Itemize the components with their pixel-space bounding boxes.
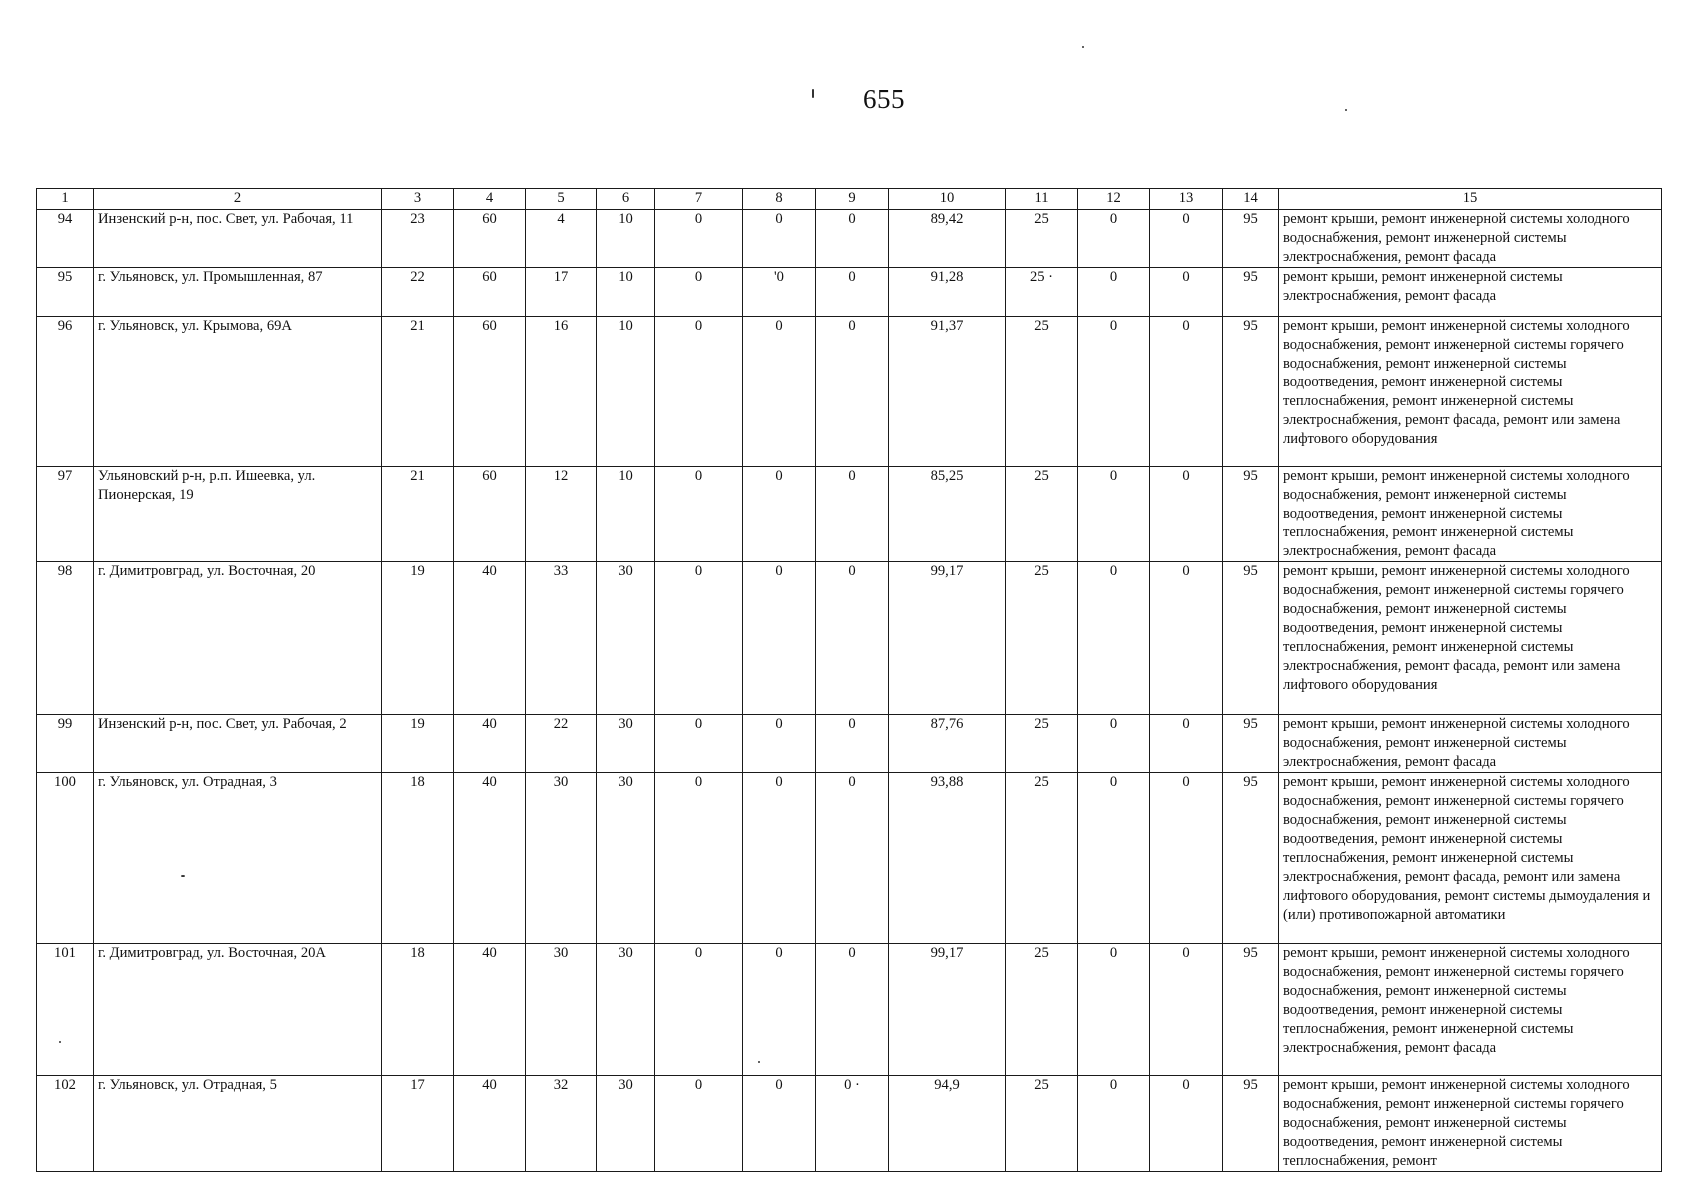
cell-col-8: 0 (743, 944, 816, 1076)
cell-col-13: 0 (1150, 562, 1223, 715)
column-header: 15 (1279, 189, 1662, 210)
cell-col-7: 0 (655, 466, 743, 562)
cell-col-5: 17 (526, 267, 597, 316)
cell-col-7: 0 (655, 715, 743, 773)
cell-col-3: 19 (382, 562, 454, 715)
row-works: ремонт крыши, ремонт инженерной системы холодного водоснабжения, ремонт инженерной системы горячего водоснабжения, ремонт инженерной системы водоотведения, ремонт инженерной системы теплоснабжения, ремонт (1279, 1076, 1662, 1172)
cell-col-6: 10 (597, 316, 655, 466)
cell-col-7: 0 (655, 1076, 743, 1172)
cell-col-10: 89,42 (889, 210, 1006, 268)
scan-speck (1082, 46, 1084, 48)
cell-col-3: 19 (382, 715, 454, 773)
cell-col-11: 25 (1006, 715, 1078, 773)
cell-col-10: 99,17 (889, 944, 1006, 1076)
row-address: Инзенский р-н, пос. Свет, ул. Рабочая, 2 (94, 715, 382, 773)
cell-col-11: 25 (1006, 773, 1078, 944)
cell-col-8: 0 (743, 316, 816, 466)
cell-col-7: 0 (655, 562, 743, 715)
scan-speck (1345, 109, 1347, 111)
column-header: 9 (816, 189, 889, 210)
row-works: ремонт крыши, ремонт инженерной системы холодного водоснабжения, ремонт инженерной системы горячего водоснабжения, ремонт инженерной системы водоотведения, ремонт инженерной системы теплоснабжения, ремонт инженерной системы электроснабжения, ремонт фасада (1279, 944, 1662, 1076)
cell-col-3: 21 (382, 466, 454, 562)
row-number: 100 (37, 773, 94, 944)
column-header: 3 (382, 189, 454, 210)
row-address: Ульяновский р-н, р.п. Ишеевка, ул. Пионерская, 19 (94, 466, 382, 562)
cell-col-7: 0 (655, 316, 743, 466)
cell-col-13: 0 (1150, 715, 1223, 773)
cell-col-3: 21 (382, 316, 454, 466)
cell-col-14: 95 (1223, 562, 1279, 715)
cell-col-11: 25 (1006, 466, 1078, 562)
cell-col-12: 0 (1078, 715, 1150, 773)
cell-col-13: 0 (1150, 1076, 1223, 1172)
cell-col-4: 40 (454, 562, 526, 715)
row-works: ремонт крыши, ремонт инженерной системы холодного водоснабжения, ремонт инженерной системы электроснабжения, ремонт фасада (1279, 715, 1662, 773)
column-header: 10 (889, 189, 1006, 210)
cell-col-4: 40 (454, 1076, 526, 1172)
column-header: 7 (655, 189, 743, 210)
cell-col-4: 60 (454, 210, 526, 268)
column-header: 12 (1078, 189, 1150, 210)
cell-col-8: '0 (743, 267, 816, 316)
cell-col-6: 30 (597, 562, 655, 715)
row-address: г. Ульяновск, ул. Отрадная, 3 (94, 773, 382, 944)
row-works: ремонт крыши, ремонт инженерной системы холодного водоснабжения, ремонт инженерной системы горячего водоснабжения, ремонт инженерной системы водоотведения, ремонт инженерной системы теплоснабжения, ремонт инженерной системы электроснабжения, ремонт фасада, ремонт или замена лифтового оборудования, ремонт системы дымоудаления и (или) противопожарной автоматики (1279, 773, 1662, 944)
cell-col-12: 0 (1078, 562, 1150, 715)
cell-col-5: 30 (526, 944, 597, 1076)
cell-col-11: 25 (1006, 210, 1078, 268)
cell-col-9: 0 (816, 773, 889, 944)
cell-col-3: 22 (382, 267, 454, 316)
row-works: ремонт крыши, ремонт инженерной системы холодного водоснабжения, ремонт инженерной системы горячего водоснабжения, ремонт инженерной системы водоотведения, ремонт инженерной системы теплоснабжения, ремонт инженерной системы электроснабжения, ремонт фасада, ремонт или замена лифтового оборудования (1279, 316, 1662, 466)
cell-col-14: 95 (1223, 944, 1279, 1076)
table-body (37, 210, 1662, 1172)
cell-col-4: 40 (454, 944, 526, 1076)
cell-col-4: 40 (454, 773, 526, 944)
cell-col-14: 95 (1223, 316, 1279, 466)
row-number: 95 (37, 267, 94, 316)
cell-col-6: 30 (597, 1076, 655, 1172)
cell-col-9: 0 (816, 944, 889, 1076)
cell-col-9: 0 (816, 316, 889, 466)
cell-col-5: 32 (526, 1076, 597, 1172)
cell-col-3: 17 (382, 1076, 454, 1172)
cell-col-14: 95 (1223, 210, 1279, 268)
register-table (36, 188, 1662, 1172)
cell-col-14: 95 (1223, 715, 1279, 773)
row-works: ремонт крыши, ремонт инженерной системы электроснабжения, ремонт фасада (1279, 267, 1662, 316)
cell-col-10: 94,9 (889, 1076, 1006, 1172)
cell-col-5: 22 (526, 715, 597, 773)
column-header: 1 (37, 189, 94, 210)
cell-col-4: 60 (454, 316, 526, 466)
cell-col-5: 12 (526, 466, 597, 562)
cell-col-8: 0 (743, 773, 816, 944)
column-header: 2 (94, 189, 382, 210)
cell-col-4: 60 (454, 466, 526, 562)
cell-col-13: 0 (1150, 267, 1223, 316)
table-row (37, 316, 1662, 466)
cell-col-13: 0 (1150, 773, 1223, 944)
row-number: 102 (37, 1076, 94, 1172)
row-address: г. Ульяновск, ул. Отрадная, 5 (94, 1076, 382, 1172)
row-address: Инзенский р-н, пос. Свет, ул. Рабочая, 11 (94, 210, 382, 268)
cell-col-7: 0 (655, 267, 743, 316)
table-row (37, 773, 1662, 944)
table-row (37, 1076, 1662, 1172)
cell-col-12: 0 (1078, 773, 1150, 944)
cell-col-14: 95 (1223, 267, 1279, 316)
row-address: г. Ульяновск, ул. Крымова, 69А (94, 316, 382, 466)
cell-col-7: 0 (655, 773, 743, 944)
cell-col-14: 95 (1223, 1076, 1279, 1172)
cell-col-13: 0 (1150, 210, 1223, 268)
cell-col-12: 0 (1078, 267, 1150, 316)
row-works: ремонт крыши, ремонт инженерной системы холодного водоснабжения, ремонт инженерной системы электроснабжения, ремонт фасада (1279, 210, 1662, 268)
cell-col-6: 30 (597, 944, 655, 1076)
table-row (37, 267, 1662, 316)
table-row (37, 466, 1662, 562)
cell-col-8: 0 (743, 715, 816, 773)
cell-col-11: 25 (1006, 562, 1078, 715)
cell-col-10: 99,17 (889, 562, 1006, 715)
cell-col-4: 40 (454, 715, 526, 773)
cell-col-9: 0 (816, 466, 889, 562)
table-row (37, 944, 1662, 1076)
column-header: 14 (1223, 189, 1279, 210)
cell-col-8: 0 (743, 466, 816, 562)
cell-col-11: 25 (1006, 944, 1078, 1076)
column-header: 4 (454, 189, 526, 210)
table-row (37, 562, 1662, 715)
cell-col-5: 16 (526, 316, 597, 466)
cell-col-12: 0 (1078, 316, 1150, 466)
cell-col-6: 10 (597, 210, 655, 268)
column-header: 8 (743, 189, 816, 210)
cell-col-12: 0 (1078, 210, 1150, 268)
column-header: 11 (1006, 189, 1078, 210)
row-number: 96 (37, 316, 94, 466)
row-address: г. Димитровград, ул. Восточная, 20А (94, 944, 382, 1076)
cell-col-8: 0 (743, 1076, 816, 1172)
cell-col-10: 85,25 (889, 466, 1006, 562)
row-number: 98 (37, 562, 94, 715)
cell-col-11: 25 · (1006, 267, 1078, 316)
cell-col-12: 0 (1078, 466, 1150, 562)
cell-col-5: 33 (526, 562, 597, 715)
row-number: 94 (37, 210, 94, 268)
row-number: 99 (37, 715, 94, 773)
cell-col-9: 0 (816, 562, 889, 715)
cell-col-14: 95 (1223, 466, 1279, 562)
row-address: г. Димитровград, ул. Восточная, 20 (94, 562, 382, 715)
row-address: г. Ульяновск, ул. Промышленная, 87 (94, 267, 382, 316)
scan-speck (812, 89, 814, 98)
cell-col-6: 30 (597, 773, 655, 944)
cell-col-12: 0 (1078, 944, 1150, 1076)
cell-col-10: 87,76 (889, 715, 1006, 773)
table-row (37, 715, 1662, 773)
cell-col-6: 30 (597, 715, 655, 773)
cell-col-6: 10 (597, 466, 655, 562)
cell-col-3: 18 (382, 773, 454, 944)
cell-col-13: 0 (1150, 944, 1223, 1076)
cell-col-4: 60 (454, 267, 526, 316)
page-number: 655 (863, 84, 905, 114)
row-works: ремонт крыши, ремонт инженерной системы холодного водоснабжения, ремонт инженерной системы горячего водоснабжения, ремонт инженерной системы водоотведения, ремонт инженерной системы теплоснабжения, ремонт инженерной системы электроснабжения, ремонт фасада, ремонт или замена лифтового оборудования (1279, 562, 1662, 715)
cell-col-3: 23 (382, 210, 454, 268)
cell-col-13: 0 (1150, 316, 1223, 466)
cell-col-10: 93,88 (889, 773, 1006, 944)
row-works: ремонт крыши, ремонт инженерной системы холодного водоснабжения, ремонт инженерной системы водоотведения, ремонт инженерной системы теплоснабжения, ремонт инженерной системы электроснабжения, ремонт фасада (1279, 466, 1662, 562)
row-number: 101 (37, 944, 94, 1076)
table-row (37, 210, 1662, 268)
cell-col-3: 18 (382, 944, 454, 1076)
cell-col-14: 95 (1223, 773, 1279, 944)
cell-col-10: 91,37 (889, 316, 1006, 466)
column-header: 13 (1150, 189, 1223, 210)
cell-col-5: 4 (526, 210, 597, 268)
cell-col-9: 0 (816, 267, 889, 316)
row-number: 97 (37, 466, 94, 562)
cell-col-9: 0 · (816, 1076, 889, 1172)
cell-col-7: 0 (655, 210, 743, 268)
cell-col-9: 0 (816, 715, 889, 773)
cell-col-13: 0 (1150, 466, 1223, 562)
cell-col-9: 0 (816, 210, 889, 268)
cell-col-10: 91,28 (889, 267, 1006, 316)
cell-col-6: 10 (597, 267, 655, 316)
cell-col-12: 0 (1078, 1076, 1150, 1172)
table-header (37, 189, 1662, 210)
cell-col-8: 0 (743, 210, 816, 268)
cell-col-7: 0 (655, 944, 743, 1076)
cell-col-11: 25 (1006, 1076, 1078, 1172)
cell-col-8: 0 (743, 562, 816, 715)
cell-col-11: 25 (1006, 316, 1078, 466)
column-header: 6 (597, 189, 655, 210)
cell-col-5: 30 (526, 773, 597, 944)
column-header: 5 (526, 189, 597, 210)
column-number-row (37, 189, 1662, 210)
